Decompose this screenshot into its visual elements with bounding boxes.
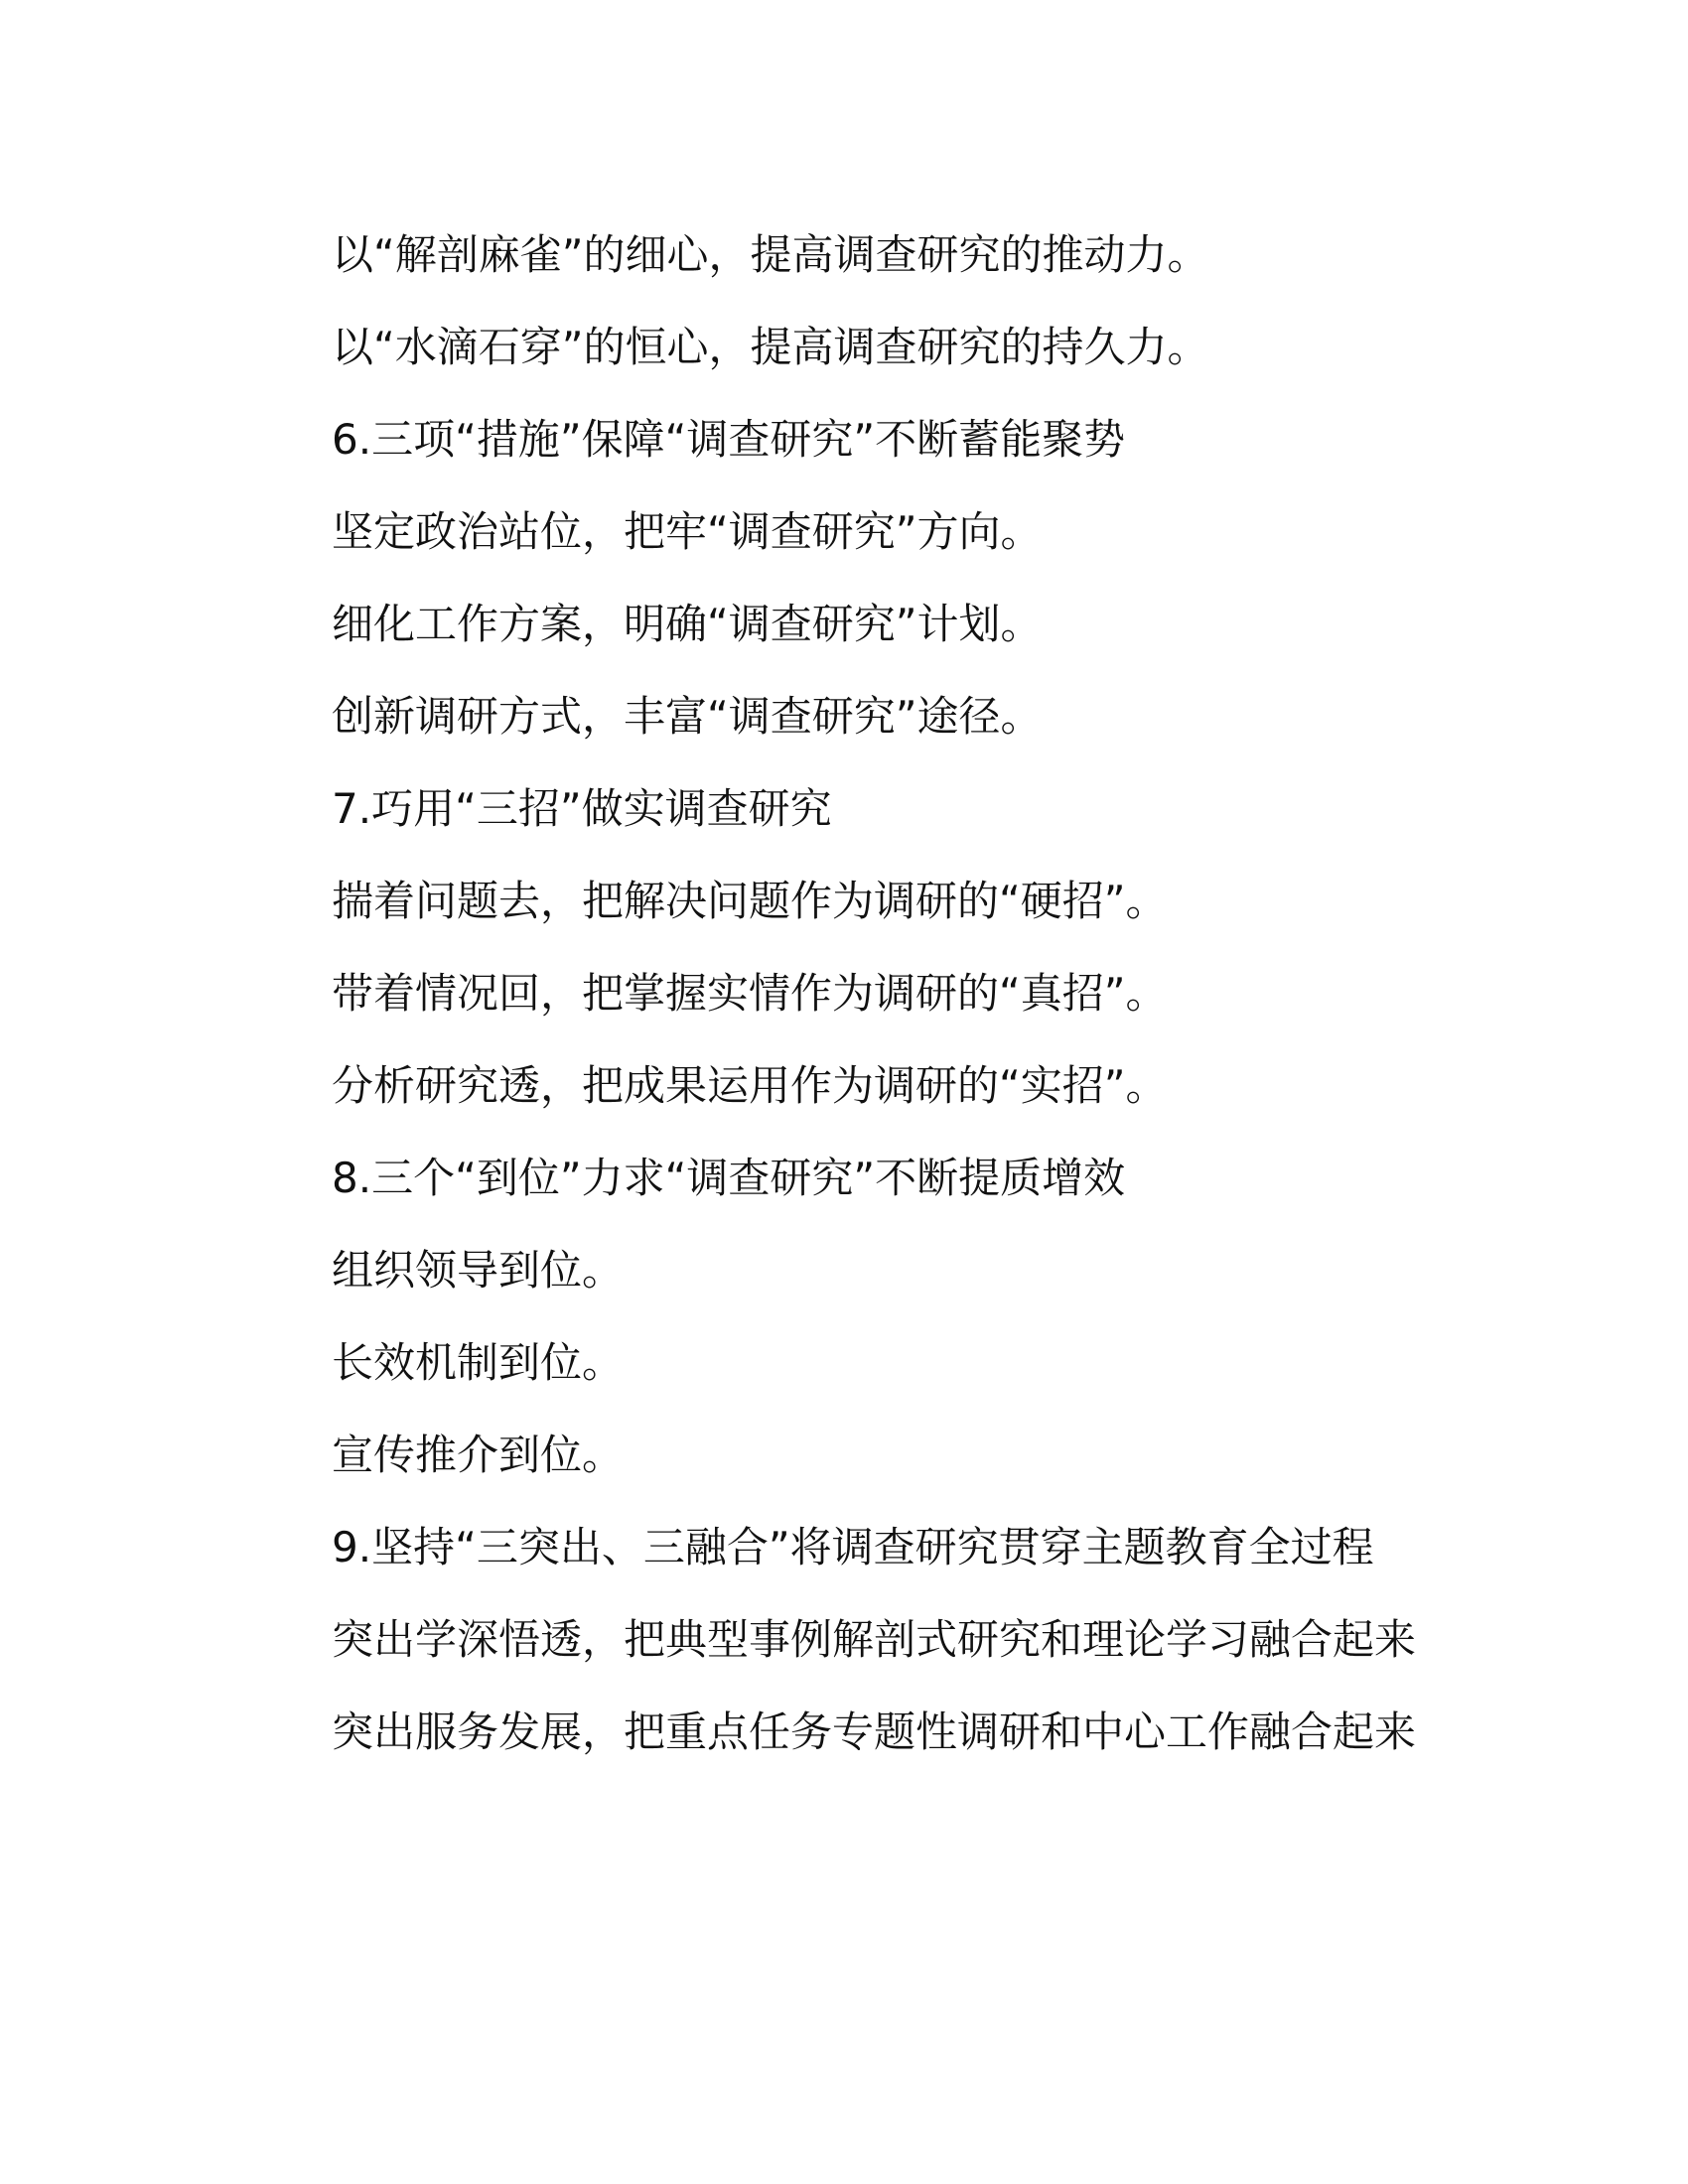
paragraph-2: 以“水滴石穿”的恒心，提高调查研究的持久力。 — [332, 323, 1209, 371]
paragraph-1: 以“解剖麻雀”的细心，提高调查研究的推动力。 — [332, 230, 1209, 279]
paragraph-10: 长效机制到位。 — [332, 1338, 625, 1387]
paragraph-6: 揣着问题去，把解决问题作为调研的“硬招”。 — [332, 877, 1168, 925]
paragraph-12: 突出学深悟透，把典型事例解剖式研究和理论学习融合起来 — [332, 1615, 1417, 1664]
heading-7: 7.巧用“三招”做实调查研究 — [332, 784, 832, 833]
paragraph-7: 带着情况回，把掌握实情作为调研的“真招”。 — [332, 969, 1168, 1018]
paragraph-4: 细化工作方案，明确“调查研究”计划。 — [332, 600, 1043, 648]
heading-6: 6.三项“措施”保障“调查研究”不断蓄能聚势 — [332, 415, 1126, 464]
paragraph-5: 创新调研方式，丰富“调查研究”途径。 — [332, 692, 1043, 741]
document-body — [248, 208, 1440, 1778]
paragraph-9: 组织领导到位。 — [332, 1246, 625, 1295]
heading-9: 9.坚持“三突出、三融合”将调查研究贯穿主题教育全过程 — [332, 1523, 1374, 1571]
paragraph-11: 宣传推介到位。 — [332, 1431, 625, 1479]
paragraph-8: 分析研究透，把成果运用作为调研的“实招”。 — [332, 1061, 1168, 1110]
paragraph-13: 突出服务发展，把重点任务专题性调研和中心工作融合起来 — [332, 1707, 1417, 1756]
heading-8: 8.三个“到位”力求“调查研究”不断提质增效 — [332, 1154, 1126, 1202]
paragraph-3: 坚定政治站位，把牢“调查研究”方向。 — [332, 507, 1043, 556]
